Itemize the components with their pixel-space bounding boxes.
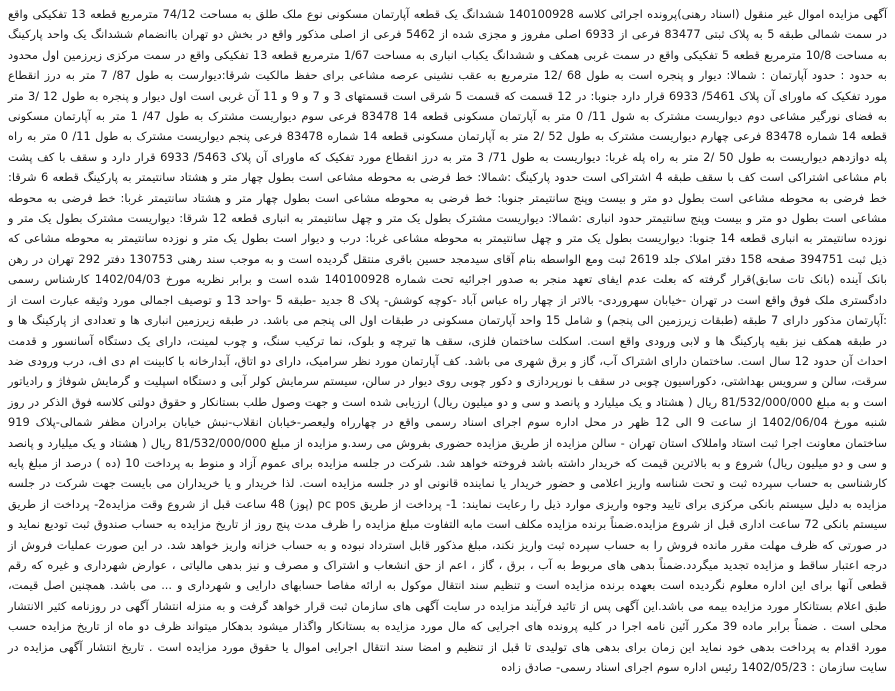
auction-notice-text: آگهی مزایده اموال غیر منقول (اسناد رهنی)پرونده اجرائی کلاسه 140100928 ششدانگ یک قطعه آپارتمان مسکونی نوع ملک طلق به مساحت 74/12 مترمربع قطعه 13 تفکیکی واقع در سمت شمالی طبقه 5 به پلاک ثبتی 83477 فرعی از 6933 اصلی مفروز و مجزی شده از 5462 فرعی از اصلی مذکور واقع در بخش دو تهران باانضمام ششدانگ یک واحد پارکینگ به مساحت 10/8 مترمربع قطعه 5 تفکیکی واقع در سمت غربی همکف و ششدانگ یکباب انباری به مساحت 1/67 مترمربع قطعه 13 تفکیکی واقع در سمت مرکزی زیرزمین اول محدود به حدود : حدود آپارتمان : شمالا: دیوار و پنجره است به طول 68 /12 مترمربع به عقب نشینی عرصه مشاعی برای حفظ مالکیت شرقا:دیوارست به طول 87/ 7 متر به درز انقطاع مورد تفکیک که ماورای آن پلاک 5461/ 6933 قرار دارد جنوبا: در 12 قسمت که قسمت 5 شرقی است قسمتهای 3 و 7 و 9 و 11 آن غربی است اول دیوار و پنجره به طول 12 /3 متر به فضای نورگیر مشاعی دوم دیواریست مشترک به شول 11/ 0 متر به آپارتمان مسکونی قطعه 14 83478 فرعی سوم دیواریست مشترک به طول 47/ 1 متر به آپارتمان مسکونی قطعه 14 شماره 83478 فرعی چهارم دیواریست مشترک به طول 52 /2 متر به آپارتمان مسکونی قطعه 14 شماره 83478 فرعی پنجم دیواریست مشترک به طول 11/ 0 متر به راه پله دوازدهم دیواریست به طول 50 /2 متر به راه پله غربا: دیواریست به طول 71/ 3 متر به درز انقطاع مورد تفکیک که ماورای آن پلاک 5463/ 6933 قرار دارد و سقف با کف پشت بام مشاعی اشتراکی است کف با سقف طبقه 4 اشتراکی است حدود پارکینگ :شمالا: خط فرضی به محوطه مشاعی است بطول چهار متر و هشتاد سانتیمتر به پارکینگ قطعه 6 شرقا: خط فرضی به محوطه مشاعی است بطول دو متر و بیست وپنج سانتیمتر جنوبا: خط فرضی به محوطه مشاعی است بطول چهار متر و هشتاد سانتیمتر غربا: خط فرضی به محوطه مشاعی است بطول دو متر و بیست وپنج سانتیمتر حدود انباری :شمالا: دیواریست مشترک بطول یک متر و چهل سانتیمتر به انباری قطعه 12 شرقا: دیواریست مشترک بطول یک متر و نوزده سانتیمتر به انباری قطعه 14 جنوبا: دیواریست بطول یک متر و چهل سانتیمتر به محوطه مشاعی غربا: درب و دیوار است بطول یک متر و نوزده سانتیمتر به محوطه مشاعی که ذیل ثبت 394751 صفحه 158 دفتر املاک جلد 2619 ثبت ومع الواسطه بنام آقای سیدمجد حسین باقری منتقل گردیده است و به موجب سند رهنی 130753 دفتر 292 تهران در رهن بانک آینده (بانک تات سابق)قرار گرفته که بعلت عدم ایفای تعهد منجر به صدور اجرائیه تحت شماره 140100928 شده است و برابر نظریه مورخ 1402/04/03 کارشناس رسمی دادگستری ملک فوق واقع است در تهران -خیابان سهروردی- بالاتر از چهار راه عباس آباد -کوچه کوشش- پلاک 8 جدید -طبقه 5 -واحد 13 و توصیف اجمالی مورد وثیقه عبارت است از :آپارتمان مذکور دارای 7 طبقه (طبقات زیرزمین الی پنجم) و شامل 15 واحد آپارتمان مسکونی در طبقات اول الی پنجم می باشد. در طبقه زیرزمین انباری ها و تعدادی از پارکینگ ها و در طبقه همکف نیز بقیه پارکینگ ها و لابی ورودی واقع است. اسکلت ساختمان فلزی، سقف ها تیرچه و بلوک، نما ترکیب سنگ، و چوب لمینت، دارای یک دستگاه آسانسور و قدمت احداث آن حدود 12 سال است. ساختمان دارای اشتراک آب، گاز و برق شهری می باشد. کف آپارتمان مورد نظر سرامیک، دارای دو اتاق، آبدارخانه با کابینت ام دی اف، درب ورودی ضد سرقت، سالن و سرویس بهداشتی، دکوراسیون چوبی در سقف با نورپردازی و دکور چوبی روی دیوار در سالن، سیستم سرمایش کولر آبی و دستگاه اسپلیت و گرمایش شوفاژ و رادیاتور است و به مبلغ 81/532/000/000 ریال ( هشتاد و یک میلیارد و پانصد و سی و دو میلیون ریال) ارزیابی شده است و جهت وصول طلب بستانکار و حقوق دولتی کلاسه فوق الذکر در روز شنبه مورخ 1402/06/04 از ساعت 9 الی 12 ظهر در محل اداره سوم اجرای اسناد رسمی واقع در چهارراه ولیعصر-خیابان انقلاب-نبش خیابان برادران مظفر شمالی-پلاک 919 ساختمان معاونت اجرا ثبت استاد وامللاک استان تهران - سالن مزایده از طریق مزایده حضوری بفروش می رسد.و مزایده از مبلغ 81/532/000/000 ریال ( هشتاد و یک میلیارد و پانصد و سی و دو میلیون ریال) شروع و به بالاترین قیمت که خریدار داشته باشد فروخته خواهد شد. شرکت در جلسه مزایده برای عموم آزاد و منوط به پرداخت 10 (ده ) درصد از مبلغ پایه کارشناسی به حساب سپرده ثبت و تحت شناسه واریز اعلامی و حضور خریدار یا نماینده قانونی او در جلسه مزایده است. لذا خریدار و یا خریداران می بایست جهت شرکت در جلسه مزایده به دلیل سیستم بانکی مرکزی برای تایید وجوه واریزی موارد ذیل را رعایت نمایند: 1- پرداخت از طریق pc pos (پوز) 48 ساعت قبل از شروع وقت مزایده2- پرداخت از طریق سیستم بانکی 72 ساعت اداری قبل از شروع مزایده.ضمناً برنده مزایده مکلف است مابه التفاوت مبلغ مزایده را ظرف مدت پنج روز از تاریخ مزایده به حساب صندوق ثبت تودیع نماید و در صورتی که ظرف مهلت مقرر مانده فروش را به حساب سپرده ثبت واریز نکند، مبلغ مذکور قابل استرداد نبوده و به حساب خزانه واریز خواهد شد. در این صورت عملیات فروش از درجه اعتبار ساقط و مزایده تجدید میگردد.ضمناً بدهی های مربوط به آب ، برق ، گاز ، اعم از حق انشعاب و اشتراک و مصرف و نیز بدهی مالیاتی ، عوارض شهرداری و غیره که رقم قطعی آنها برای این اداره معلوم نگردیده است بعهده برنده مزایده است و تنظیم سند انتقال موکول به ارائه مفاصا حسابهای دارایی و شهرداری و ... می باشد. همچنین اصل قیمت، طبق اعلام بستانکار مورد مزایده بیمه می باشد.این آگهی پس از تائید فرآیند مزایده در سایت آگهی های سازمان ثبت قرار خواهد گرفت و به منزله انتشار آگهی در روزنامه کثیر الانتشار محلی است . ضمناً برابر ماده 39 مکرر آئین نامه اجرا در کلیه پرونده های اجرایی که مال مورد مزایده به بستانکار واگذار میشود بدهکار میتواند ظرف دو ماه از تاریخ مزایده حسب مورد اقدام به پرداخت بدهی خود نماید این زمان برای بدهی های تولیدی تا قبل از تنظیم و امضا سند انتقال اجرایی اموال یا حقوق مورد مزایده است . تاریخ انتشار آگهی مزایده در سایت سازمان : 1402/05/23 رئیس اداره سوم اجرای اسناد رسمی- صادق زاده	[8, 7, 888, 674]
